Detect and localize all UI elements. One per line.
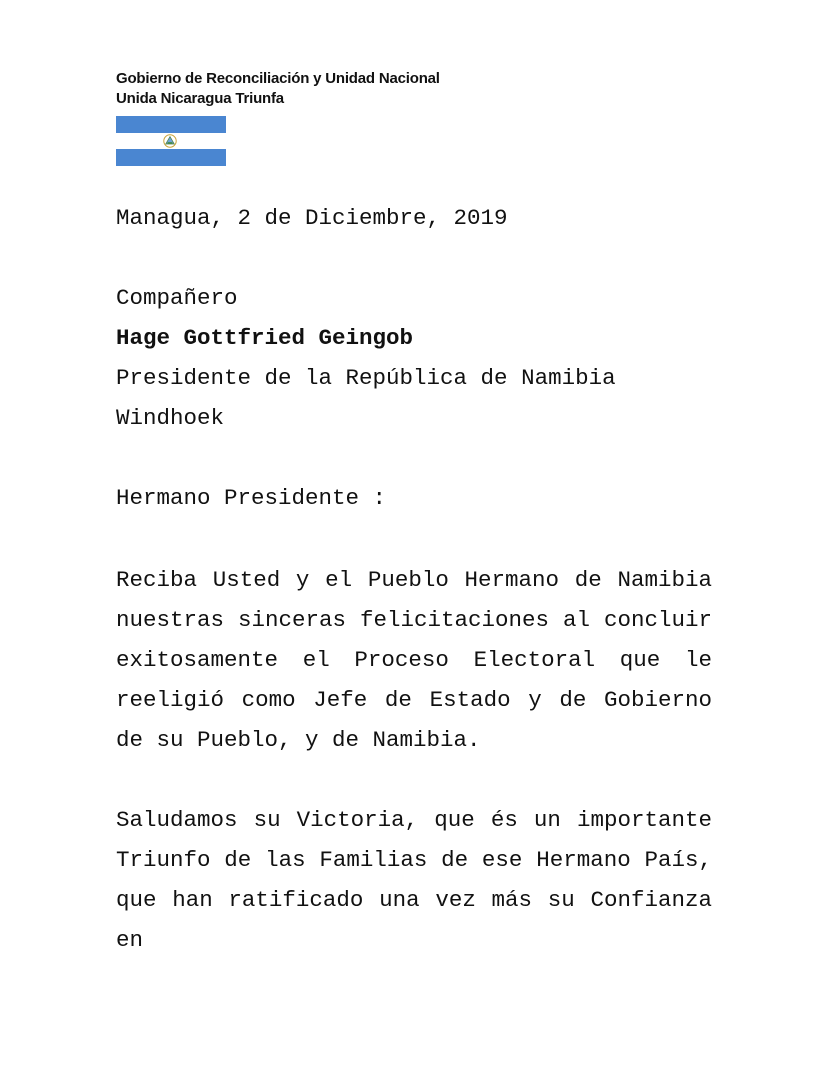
paragraph-line: Reciba Usted y el Pueblo Hermano de Namibia: [116, 567, 712, 593]
recipient-position: Presidente de la República de Namibia: [116, 365, 616, 391]
nicaragua-coat-of-arms-icon: [163, 134, 177, 148]
paragraph-line: reeligió como Jefe de Estado y de Gobierno: [116, 687, 712, 713]
date-line: Managua, 2 de Diciembre, 2019: [116, 205, 508, 231]
paragraph-victory: [116, 800, 712, 953]
recipient-name: Hage Gottfried Geingob: [116, 325, 414, 351]
paragraph-congratulations: [116, 560, 712, 760]
paragraph-line: Saludamos su Victoria, que és un importante: [116, 807, 712, 833]
recipient-city: Windhoek: [116, 405, 225, 431]
flag-stripe-top: [116, 116, 226, 133]
greeting: Hermano Presidente :: [116, 485, 387, 511]
paragraph-line: Triunfo de las Familias de ese Hermano País,: [116, 847, 712, 873]
paragraph-line: de su Pueblo, y de Namibia.: [116, 727, 481, 753]
flag-stripe-middle: [116, 133, 226, 150]
letterhead-government-name: Gobierno de Reconciliación y Unidad Nacional: [116, 70, 440, 87]
letterhead: [116, 69, 440, 109]
nicaragua-flag-icon: [116, 116, 226, 166]
letterhead-slogan: Unida Nicaragua Triunfa: [116, 90, 284, 107]
paragraph-line: nuestras sinceras felicitaciones al concluir: [116, 607, 712, 633]
flag-stripe-bottom: [116, 149, 226, 166]
paragraph-line: que han ratificado una vez más su Confianza en: [116, 887, 712, 953]
paragraph-line: exitosamente el Proceso Electoral que le: [116, 647, 712, 673]
salutation-title: Compañero: [116, 285, 238, 311]
